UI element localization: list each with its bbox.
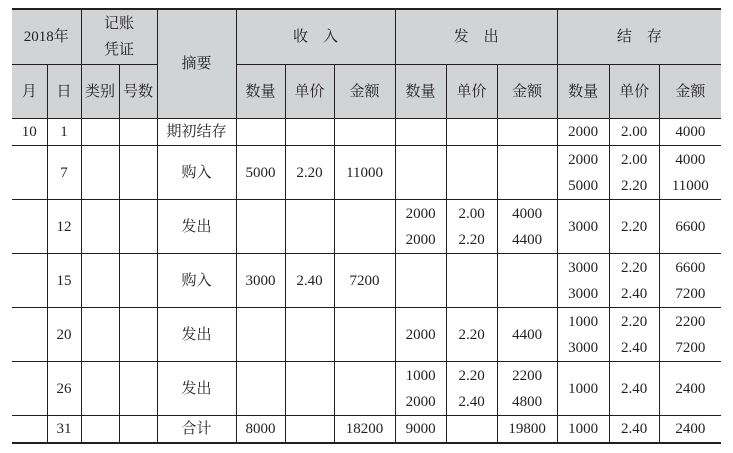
outgo-price-cell — [446, 254, 497, 308]
day-cell: 20 — [47, 308, 81, 362]
number-cell — [119, 146, 157, 200]
outgo-price-cell — [446, 146, 497, 200]
balance-qty-cell-line: 5000 — [568, 177, 599, 194]
number-header: 号数 — [119, 65, 157, 119]
outgo-amount-cell — [497, 200, 557, 254]
balance-amount-cell-line: 2400 — [675, 421, 706, 437]
number-cell — [119, 119, 157, 146]
income-amount-cell — [334, 119, 395, 146]
table-row — [12, 308, 721, 362]
balance-amount-cell — [659, 308, 721, 362]
income-price-cell: 2.40 — [285, 254, 334, 308]
day-cell: 7 — [47, 146, 81, 200]
number-cell — [119, 200, 157, 254]
inventory-ledger-table — [12, 8, 721, 444]
income-qty-cell — [236, 308, 285, 362]
summary-cell: 购入 — [157, 254, 236, 308]
table-row — [12, 119, 721, 146]
outgo-amount-cell — [497, 308, 557, 362]
balance-amount-cell-line: 6600 — [675, 259, 706, 276]
outgo-qty-cell-line: 2000 — [405, 326, 436, 343]
balance-qty-cell-line: 3000 — [568, 339, 599, 356]
month-header: 月 — [12, 65, 47, 119]
balance-amount-cell-line: 2400 — [675, 380, 706, 397]
income-qty-cell — [236, 200, 285, 254]
voucher-line-2: 凭证 — [104, 42, 135, 58]
category-cell — [81, 254, 119, 308]
category-cell — [81, 308, 119, 362]
outgo-price-cell-line: 2.20 — [458, 367, 485, 384]
outgo-price-cell — [446, 119, 497, 146]
month-cell — [12, 200, 47, 254]
category-cell — [81, 200, 119, 254]
balance-amount-cell-line: 4000 — [675, 124, 706, 140]
balance-amount-cell-line: 6600 — [675, 218, 706, 235]
income-qty-cell: 8000 — [236, 416, 285, 444]
outgo-price-header: 单价 — [446, 65, 497, 119]
balance-amount-cell-line: 2200 — [675, 313, 706, 330]
income-amount-cell: 7200 — [334, 254, 395, 308]
balance-qty-cell-line: 3000 — [568, 218, 599, 235]
balance-qty-cell — [557, 119, 609, 146]
outgo-amount-cell-line: 4000 — [512, 205, 543, 222]
balance-qty-cell — [557, 254, 609, 308]
balance-price-cell-line: 2.20 — [620, 313, 648, 330]
income-price-cell — [285, 416, 334, 444]
summary-cell: 购入 — [157, 146, 236, 200]
balance-price-cell — [609, 119, 659, 146]
table-row — [12, 146, 721, 200]
outgo-amount-cell — [497, 146, 557, 200]
balance-price-cell-line: 2.40 — [620, 421, 648, 437]
month-cell — [12, 362, 47, 416]
balance-qty-cell-line: 2000 — [568, 151, 599, 168]
balance-qty-header: 数量 — [557, 65, 609, 119]
table-row — [12, 200, 721, 254]
balance-price-cell-line: 2.20 — [620, 177, 648, 194]
balance-amount-cell — [659, 362, 721, 416]
outgo-qty-cell — [395, 308, 446, 362]
balance-qty-cell — [557, 308, 609, 362]
balance-amount-header: 金额 — [659, 65, 721, 119]
voucher-line-1: 记账 — [104, 16, 135, 32]
outgo-qty-cell-line: 2000 — [405, 393, 436, 410]
income-price-cell: 2.20 — [285, 146, 334, 200]
balance-price-cell — [609, 416, 659, 444]
number-cell — [119, 362, 157, 416]
outgo-price-cell-line: 2.00 — [458, 205, 485, 222]
day-cell: 31 — [47, 416, 81, 444]
balance-qty-cell-line: 3000 — [568, 259, 599, 276]
table-row — [12, 416, 721, 444]
balance-price-header: 单价 — [609, 65, 659, 119]
month-cell — [12, 308, 47, 362]
balance-amount-cell-line: 7200 — [675, 339, 706, 356]
outgo-qty-cell-line: 1000 — [405, 367, 436, 384]
income-amount-cell — [334, 200, 395, 254]
balance-amount-cell-line: 11000 — [671, 177, 709, 194]
balance-price-cell-line: 2.00 — [620, 151, 648, 168]
summary-cell: 发出 — [157, 200, 236, 254]
balance-price-cell — [609, 362, 659, 416]
balance-amount-cell — [659, 119, 721, 146]
balance-qty-cell — [557, 416, 609, 444]
income-price-cell — [285, 119, 334, 146]
month-cell: 10 — [12, 119, 47, 146]
outgo-price-cell — [446, 416, 497, 444]
balance-qty-cell — [557, 362, 609, 416]
income-price-cell — [285, 308, 334, 362]
income-amount-cell — [334, 308, 395, 362]
month-cell — [12, 146, 47, 200]
balance-amount-cell-line: 7200 — [675, 285, 706, 302]
balance-qty-cell-line: 3000 — [568, 285, 599, 302]
balance-qty-cell — [557, 146, 609, 200]
balance-price-cell-line: 2.20 — [620, 218, 648, 235]
outgo-qty-header: 数量 — [395, 65, 446, 119]
category-cell — [81, 119, 119, 146]
balance-price-cell — [609, 308, 659, 362]
year-header: 2018年 — [12, 9, 81, 65]
number-cell — [119, 416, 157, 444]
outgo-amount-cell — [497, 362, 557, 416]
balance-amount-cell — [659, 254, 721, 308]
outgo-amount-header: 金额 — [497, 65, 557, 119]
outgo-amount-cell-line: 19800 — [508, 421, 546, 437]
month-cell — [12, 416, 47, 444]
table-row — [12, 254, 721, 308]
outgo-price-cell — [446, 308, 497, 362]
day-cell: 1 — [47, 119, 81, 146]
balance-price-cell — [609, 254, 659, 308]
summary-cell: 发出 — [157, 308, 236, 362]
number-cell — [119, 308, 157, 362]
balance-qty-cell-line: 1000 — [568, 313, 599, 330]
outgo-qty-cell-line: 2000 — [405, 205, 436, 222]
category-cell — [81, 416, 119, 444]
income-amount-cell: 11000 — [334, 146, 395, 200]
income-qty-cell — [236, 362, 285, 416]
balance-header: 结 存 — [557, 9, 721, 65]
balance-qty-cell-line: 1000 — [568, 380, 599, 397]
outgo-price-cell — [446, 200, 497, 254]
summary-cell: 期初结存 — [157, 119, 236, 146]
category-cell — [81, 146, 119, 200]
income-amount-cell: 18200 — [334, 416, 395, 444]
balance-amount-cell-line: 4000 — [675, 151, 706, 168]
balance-price-cell-line: 2.40 — [620, 285, 648, 302]
income-price-cell — [285, 362, 334, 416]
balance-price-cell-line: 2.00 — [620, 124, 648, 140]
outgo-qty-cell — [395, 200, 446, 254]
outgo-amount-cell-line: 4400 — [512, 326, 543, 343]
day-header: 日 — [47, 65, 81, 119]
income-header: 收 入 — [236, 9, 395, 65]
outgo-price-cell — [446, 362, 497, 416]
outgo-price-cell-line: 2.20 — [458, 326, 485, 343]
income-qty-cell: 3000 — [236, 254, 285, 308]
income-qty-header: 数量 — [236, 65, 285, 119]
summary-cell: 发出 — [157, 362, 236, 416]
outgo-amount-cell — [497, 416, 557, 444]
outgo-amount-cell — [497, 119, 557, 146]
balance-qty-cell-line: 1000 — [568, 421, 599, 437]
ledger-body — [12, 119, 721, 444]
balance-amount-cell — [659, 416, 721, 444]
income-amount-header: 金额 — [334, 65, 395, 119]
outgo-price-cell-line: 2.40 — [458, 393, 485, 410]
balance-amount-cell — [659, 146, 721, 200]
outgo-qty-cell — [395, 119, 446, 146]
outgo-price-cell-line: 2.20 — [458, 231, 485, 248]
outgo-qty-cell — [395, 362, 446, 416]
outgo-amount-cell-line: 2200 — [512, 367, 543, 384]
outgo-qty-cell — [395, 416, 446, 444]
voucher-header — [81, 9, 157, 65]
balance-qty-cell — [557, 200, 609, 254]
category-header: 类别 — [81, 65, 119, 119]
balance-price-cell-line: 2.40 — [620, 380, 648, 397]
outgo-header: 发 出 — [395, 9, 557, 65]
balance-amount-cell — [659, 200, 721, 254]
outgo-qty-cell-line: 9000 — [405, 421, 436, 437]
outgo-amount-cell — [497, 254, 557, 308]
category-cell — [81, 362, 119, 416]
outgo-qty-cell-line: 2000 — [405, 231, 436, 248]
outgo-qty-cell — [395, 146, 446, 200]
summary-cell: 合计 — [157, 416, 236, 444]
income-qty-cell — [236, 119, 285, 146]
day-cell: 12 — [47, 200, 81, 254]
outgo-amount-cell-line: 4400 — [512, 231, 543, 248]
income-amount-cell — [334, 362, 395, 416]
day-cell: 26 — [47, 362, 81, 416]
income-price-cell — [285, 200, 334, 254]
outgo-qty-cell — [395, 254, 446, 308]
balance-price-cell-line: 2.20 — [620, 259, 648, 276]
table-row — [12, 362, 721, 416]
balance-qty-cell-line: 2000 — [568, 124, 599, 140]
balance-price-cell — [609, 146, 659, 200]
outgo-amount-cell-line: 4800 — [512, 393, 543, 410]
number-cell — [119, 254, 157, 308]
summary-header: 摘要 — [157, 9, 236, 119]
day-cell: 15 — [47, 254, 81, 308]
balance-price-cell-line: 2.40 — [620, 339, 648, 356]
month-cell — [12, 254, 47, 308]
balance-price-cell — [609, 200, 659, 254]
income-qty-cell: 5000 — [236, 146, 285, 200]
income-price-header: 单价 — [285, 65, 334, 119]
